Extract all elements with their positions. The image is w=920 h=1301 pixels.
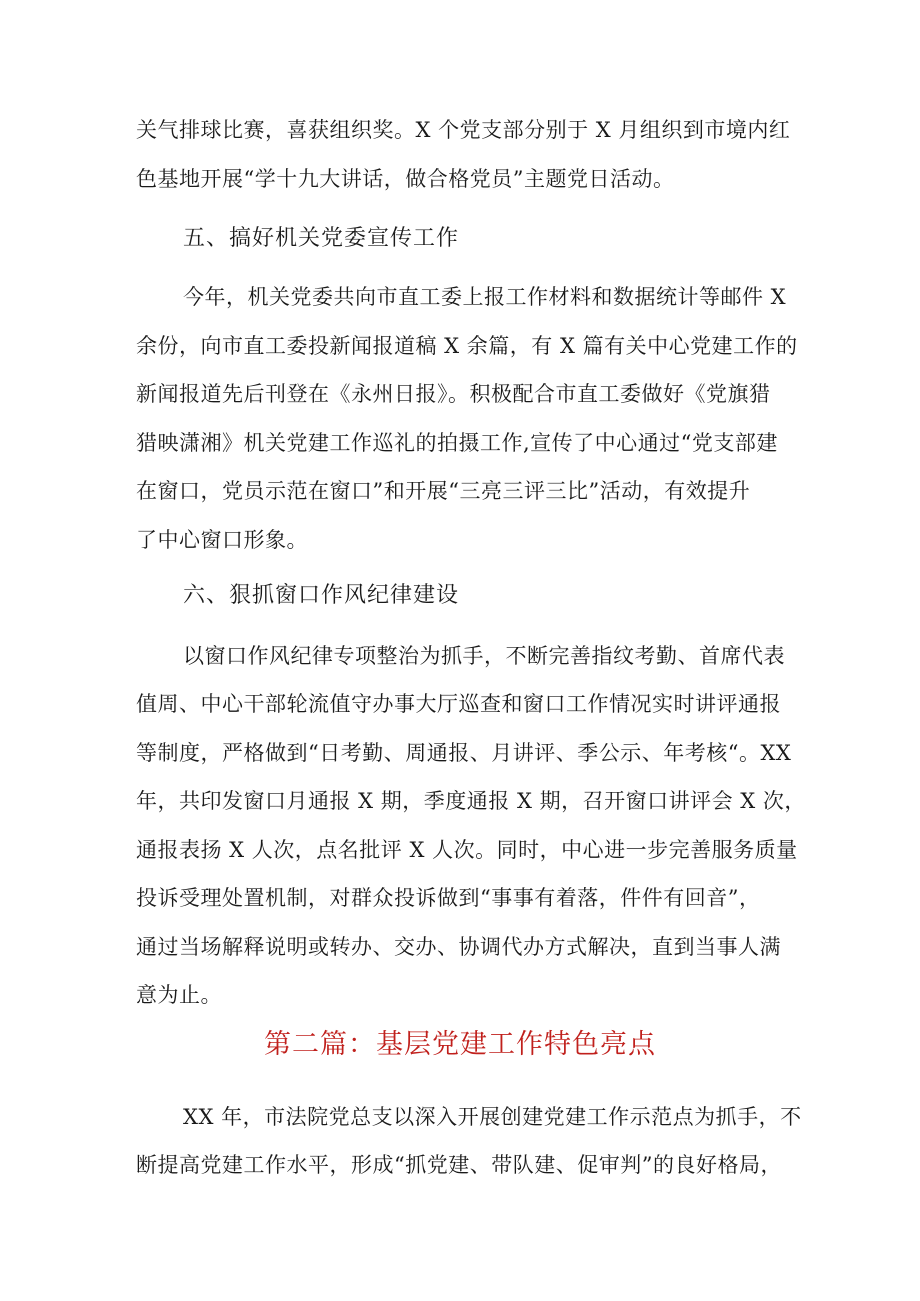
- intro-line-2: 色基地开展“学十九大讲话，做合格党员”主题党日活动。: [136, 167, 675, 191]
- section5-heading: 五、搞好机关党委宣传工作: [183, 226, 460, 251]
- part2-title: 第二篇：基层党建工作特色亮点: [264, 1029, 656, 1060]
- section6-line-4: 年，共印发窗口月通报 X 期，季度通报 X 期，召开窗口讲评会 X 次，: [136, 789, 806, 813]
- intro-line-1: 关气排球比赛，喜获组织奖。X 个党支部分别于 X 月组织到市境内红: [136, 118, 791, 142]
- part2-line-2: 断提高党建工作水平，形成“抓党建、带队建、促审判”的良好格局，: [136, 1153, 782, 1177]
- section6-line-5: 通报表扬 X 人次，点名批评 X 人次。同时，中心进一步完善服务质量: [136, 838, 798, 862]
- section6-line-7: 通过当场解释说明或转办、交办、协调代办方式解决，直到当事人满: [136, 935, 781, 959]
- section6-line-3: 等制度，严格做到“日考勤、周通报、月讲评、季公示、年考核“。XX: [136, 741, 792, 765]
- section6-line-6: 投诉受理处置机制，对群众投诉做到“事事有着落，件件有回音”，: [136, 886, 761, 910]
- section5-line-1: 今年，机关党委共向市直工委上报工作材料和数据统计等邮件 X: [183, 285, 787, 309]
- part2-line-1: XX 年，市法院党总支以深入开展创建党建工作示范点为抓手，不: [183, 1105, 802, 1129]
- section5-line-4: 猎映潇湘》机关党建工作巡礼的拍摄工作,宣传了中心通过“党支部建: [136, 431, 778, 455]
- section5-line-5: 在窗口，党员示范在窗口”和开展“三亮三评三比”活动，有效提升: [136, 479, 751, 503]
- section6-heading: 六、狠抓窗口作风纪律建设: [183, 583, 460, 608]
- section5-line-6: 了中心窗口形象。: [136, 528, 308, 552]
- section6-line-1: 以窗口作风纪律专项整治为抓手，不断完善指纹考勤、首席代表: [183, 644, 785, 668]
- section5-line-2: 余份，向市直工委投新闻报道稿 X 余篇，有 X 篇有关中心党建工作的: [136, 334, 798, 358]
- section6-line-8: 意为止。: [136, 983, 222, 1007]
- section6-line-2: 值周、中心干部轮流值守办事大厅巡查和窗口工作情况实时讲评通报: [136, 692, 781, 716]
- section5-line-3: 新闻报道先后刊登在《永州日报》。积极配合市直工委做好《党旗猎: [136, 382, 771, 406]
